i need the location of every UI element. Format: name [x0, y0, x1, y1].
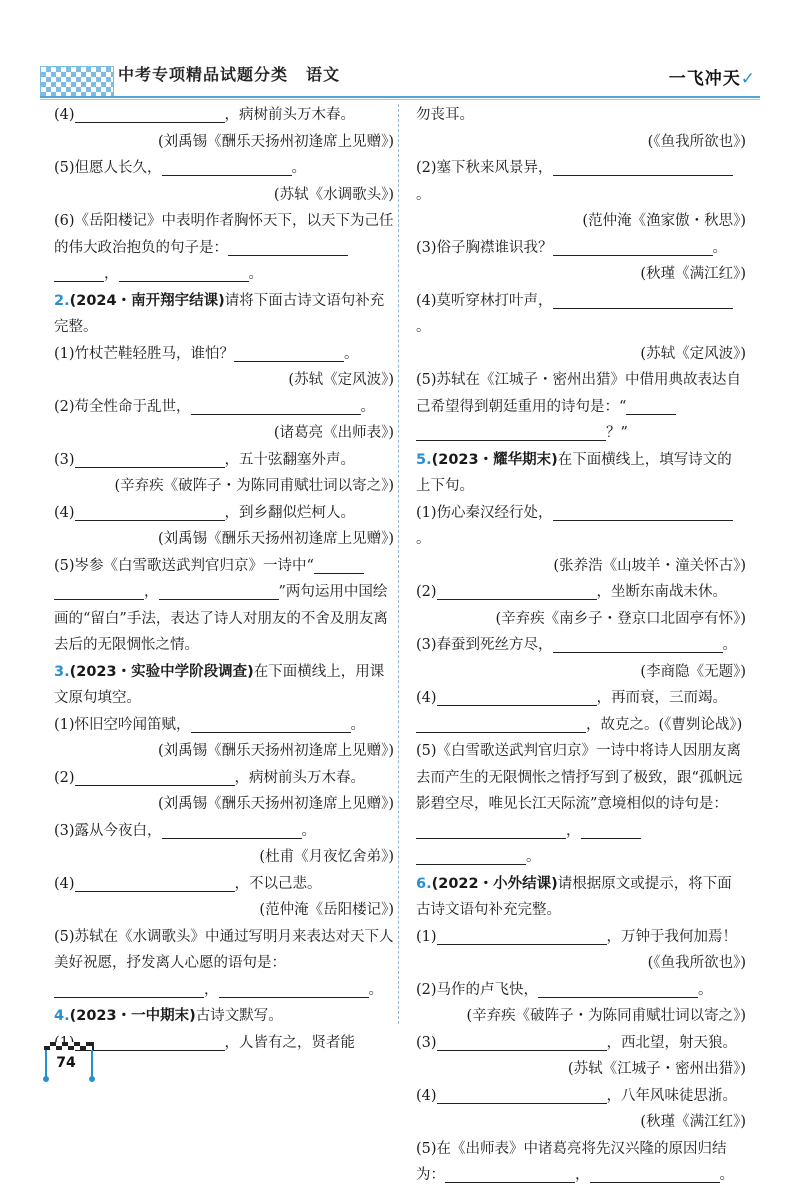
answer-blank[interactable]: [553, 157, 733, 176]
answer-blank[interactable]: [445, 1164, 575, 1183]
answer-blank[interactable]: [416, 422, 606, 441]
q4-item-5: (5)苏轼在《江城子・密州出猎》中借用典故表达自己希望得到朝廷重用的诗句是：“: [416, 372, 742, 415]
source-citation: (《鱼我所欲也》): [647, 955, 746, 971]
answer-blank[interactable]: [162, 820, 302, 839]
answer-blank[interactable]: [162, 157, 292, 176]
brand-text: 一飞冲天: [668, 69, 741, 89]
source-citation: (苏轼《江城子・密州出猎》): [567, 1061, 746, 1077]
answer-blank[interactable]: [314, 555, 364, 574]
q5-item-3: (3)春蚕到死丝方尽， 。: [416, 632, 746, 659]
page-header: [0, 0, 800, 100]
answer-blank[interactable]: [75, 449, 225, 468]
answer-blank[interactable]: [416, 846, 526, 865]
header-logo-pattern: [40, 66, 114, 98]
q3-item-2: (2) ，病树前头万木春。: [54, 765, 394, 792]
answer-blank[interactable]: [75, 502, 225, 521]
answer-blank[interactable]: [581, 820, 641, 839]
question-4-header: 4.(2023・一中期末)古诗文默写。: [54, 1008, 283, 1024]
q3-item-1: (1)怀旧空吟闻笛赋， 。: [54, 712, 394, 739]
q5-item-4: (4) ，再而衰，三而竭。: [416, 685, 746, 712]
answer-blank[interactable]: [553, 290, 733, 309]
answer-blank[interactable]: [553, 237, 713, 256]
q3-item-4: (4) ，不以己悲。: [54, 871, 394, 898]
q5-item-5: (5)《白雪歌送武判官归京》一诗中将诗人因朋友离去而产生的无限惆怅之情抒写到了极致，跟“孤帆远影碧空尽，唯见长江天际流”意境相似的诗句是：，: [416, 743, 743, 839]
q4-item-5-line2: ？”: [416, 420, 746, 447]
source-citation: (范仲淹《渔家傲・秋思》): [582, 213, 746, 229]
q1-item-6: (6)《岳阳楼记》中表明作者胸怀天下，以天下为己任的伟大政治抱负的句子是：: [54, 213, 394, 256]
answer-blank[interactable]: [553, 634, 723, 653]
q2-item-5: (5)岑参《白雪歌送武判官归京》一诗中“: [54, 553, 394, 580]
q2-item-2: (2)苟全性命于乱世， 。: [54, 394, 394, 421]
source-citation: (刘禹锡《酬乐天扬州初逢席上见赠》): [157, 133, 394, 150]
header-rule-thin: [40, 99, 760, 100]
answer-blank[interactable]: [119, 263, 249, 282]
source-citation: (苏轼《水调歌头》): [273, 186, 394, 203]
answer-blank[interactable]: [626, 396, 676, 415]
source-citation: (秋瑾《满江红》): [640, 266, 746, 282]
q6-item-1: (1) ，万钟于我何加焉！: [416, 924, 746, 951]
q5-item-4-line2: ，故克之。(《曹刿论战》): [416, 712, 746, 739]
q3-item-5-line2: ， 。: [54, 977, 394, 1004]
answer-blank[interactable]: [219, 979, 369, 998]
question-2-header: 2.(2024・南开翔宇结课)请将下面古诗文语句补充完整。: [54, 292, 385, 335]
answer-blank[interactable]: [538, 979, 698, 998]
source-citation: (刘禹锡《酬乐天扬州初逢席上见赠》): [157, 743, 394, 759]
q4-item-3: (3)俗子胸襟谁识我？ 。: [416, 235, 746, 262]
q4-item-2: (2)塞下秋来风景异，。: [416, 155, 746, 208]
source-citation: (刘禹锡《酬乐天扬州初逢席上见赠》): [157, 796, 394, 812]
page-number: 74: [56, 1055, 76, 1071]
answer-blank[interactable]: [159, 581, 279, 600]
q6-item-2: (2)马作的卢飞快， 。: [416, 977, 746, 1004]
q6-item-5: (5)在《出师表》中诸葛亮将先汉兴隆的原因归结为： ， 。: [416, 1140, 734, 1183]
check-icon: ✓: [740, 69, 756, 89]
answer-blank[interactable]: [75, 873, 235, 892]
source-citation: (李商隐《无题》): [640, 663, 746, 680]
q4-item-1-cont: 勿丧耳。: [416, 107, 474, 123]
source-citation: (刘禹锡《酬乐天扬州初逢席上见赠》): [157, 531, 394, 547]
q6-item-4: (4) ，八年风味徒思浙。: [416, 1083, 746, 1110]
answer-blank[interactable]: [437, 926, 607, 945]
q5-item-5-line2: 。: [416, 844, 746, 871]
answer-blank[interactable]: [54, 979, 204, 998]
book-title: 中考专项精品试题分类: [118, 65, 289, 84]
q2-item-3: (3) ，五十弦翻塞外声。: [54, 447, 394, 474]
answer-blank[interactable]: [54, 263, 104, 282]
answer-blank[interactable]: [590, 1164, 720, 1183]
source-citation: (张养浩《山坡羊・潼关怀古》): [553, 557, 746, 574]
answer-blank[interactable]: [75, 767, 235, 786]
q2-item-4: (4) ，到乡翻似烂柯人。: [54, 500, 394, 527]
answer-blank[interactable]: [437, 1032, 607, 1051]
question-6-header: 6.(2022・小外结课)请根据原文或提示，将下面古诗文语句补充完整。: [416, 875, 732, 918]
answer-blank[interactable]: [437, 687, 597, 706]
source-citation: (苏轼《定风波》): [640, 345, 746, 362]
header-rule: [40, 96, 760, 98]
q1-item-6-line2: ， 。: [54, 261, 394, 288]
question-5-header: 5.(2023・耀华期末)在下面横线上，填写诗文的上下句。: [416, 451, 732, 494]
source-citation: (杜甫《月夜忆舍弟》): [259, 849, 394, 865]
source-citation: (辛弃疾《南乡子・登京口北固亭有怀》): [495, 610, 746, 627]
q2-item-1: (1)竹杖芒鞋轻胜马，谁怕？ 。: [54, 341, 394, 368]
answer-blank[interactable]: [75, 104, 225, 123]
answer-blank[interactable]: [553, 502, 733, 521]
q5-item-2: (2) ，坐断东南战未休。: [416, 579, 746, 606]
answer-blank[interactable]: [228, 237, 348, 256]
source-citation: (《鱼我所欲也》): [647, 133, 746, 150]
source-citation: (诸葛亮《出师表》): [273, 425, 394, 441]
question-3-header: 3.(2023・实验中学阶段调查)在下面横线上，用课文原句填空。: [54, 663, 385, 706]
subject-label: 语文: [306, 65, 341, 84]
q3-item-3: (3)露从今夜白， 。: [54, 818, 394, 845]
right-column: [416, 102, 746, 1189]
answer-blank[interactable]: [234, 343, 344, 362]
q2-item-5-line2: ， ”两句运用中国绘画的“留白”手法，表达了诗人对朋友的不舍及朋友离去后的无限惆怅之情。: [54, 579, 394, 659]
q1-item-4: (4) ，病树前头万木春。: [54, 102, 394, 129]
source-citation: (范仲淹《岳阳楼记》): [259, 902, 394, 918]
answer-blank[interactable]: [191, 714, 351, 733]
q4-item-4: (4)莫听穿林打叶声，。: [416, 288, 746, 341]
source-citation: (秋瑾《满江红》): [640, 1114, 746, 1130]
left-column: [54, 102, 394, 1056]
q6-item-3: (3) ，西北望，射天狼。: [416, 1030, 746, 1057]
answer-blank[interactable]: [54, 581, 144, 600]
answer-blank[interactable]: [416, 714, 586, 733]
q1-item-5: (5)但愿人长久， 。: [54, 155, 394, 182]
q4-item-1: ，人皆有之，贤者能: [54, 1030, 394, 1057]
source-citation: (辛弃疾《破阵子・为陈同甫赋壮词以寄之》): [466, 1008, 746, 1024]
brand-logo: [669, 64, 756, 89]
source-citation: (苏轼《定风波》): [288, 372, 394, 388]
q5-item-1: (1)伤心秦汉经行处，。: [416, 500, 746, 553]
answer-blank[interactable]: [437, 1085, 607, 1104]
answer-blank[interactable]: [437, 581, 597, 600]
source-citation: (辛弃疾《破阵子・为陈同甫赋壮词以寄之》): [114, 478, 394, 494]
q3-item-5: (5)苏轼在《水调歌头》中通过写明月来表达对天下人美好祝愿，抒发离人心愿的语句是：: [54, 928, 394, 971]
answer-blank[interactable]: [191, 396, 361, 415]
column-divider: [398, 104, 399, 1024]
header-title: [118, 62, 340, 85]
answer-blank[interactable]: [416, 820, 566, 839]
